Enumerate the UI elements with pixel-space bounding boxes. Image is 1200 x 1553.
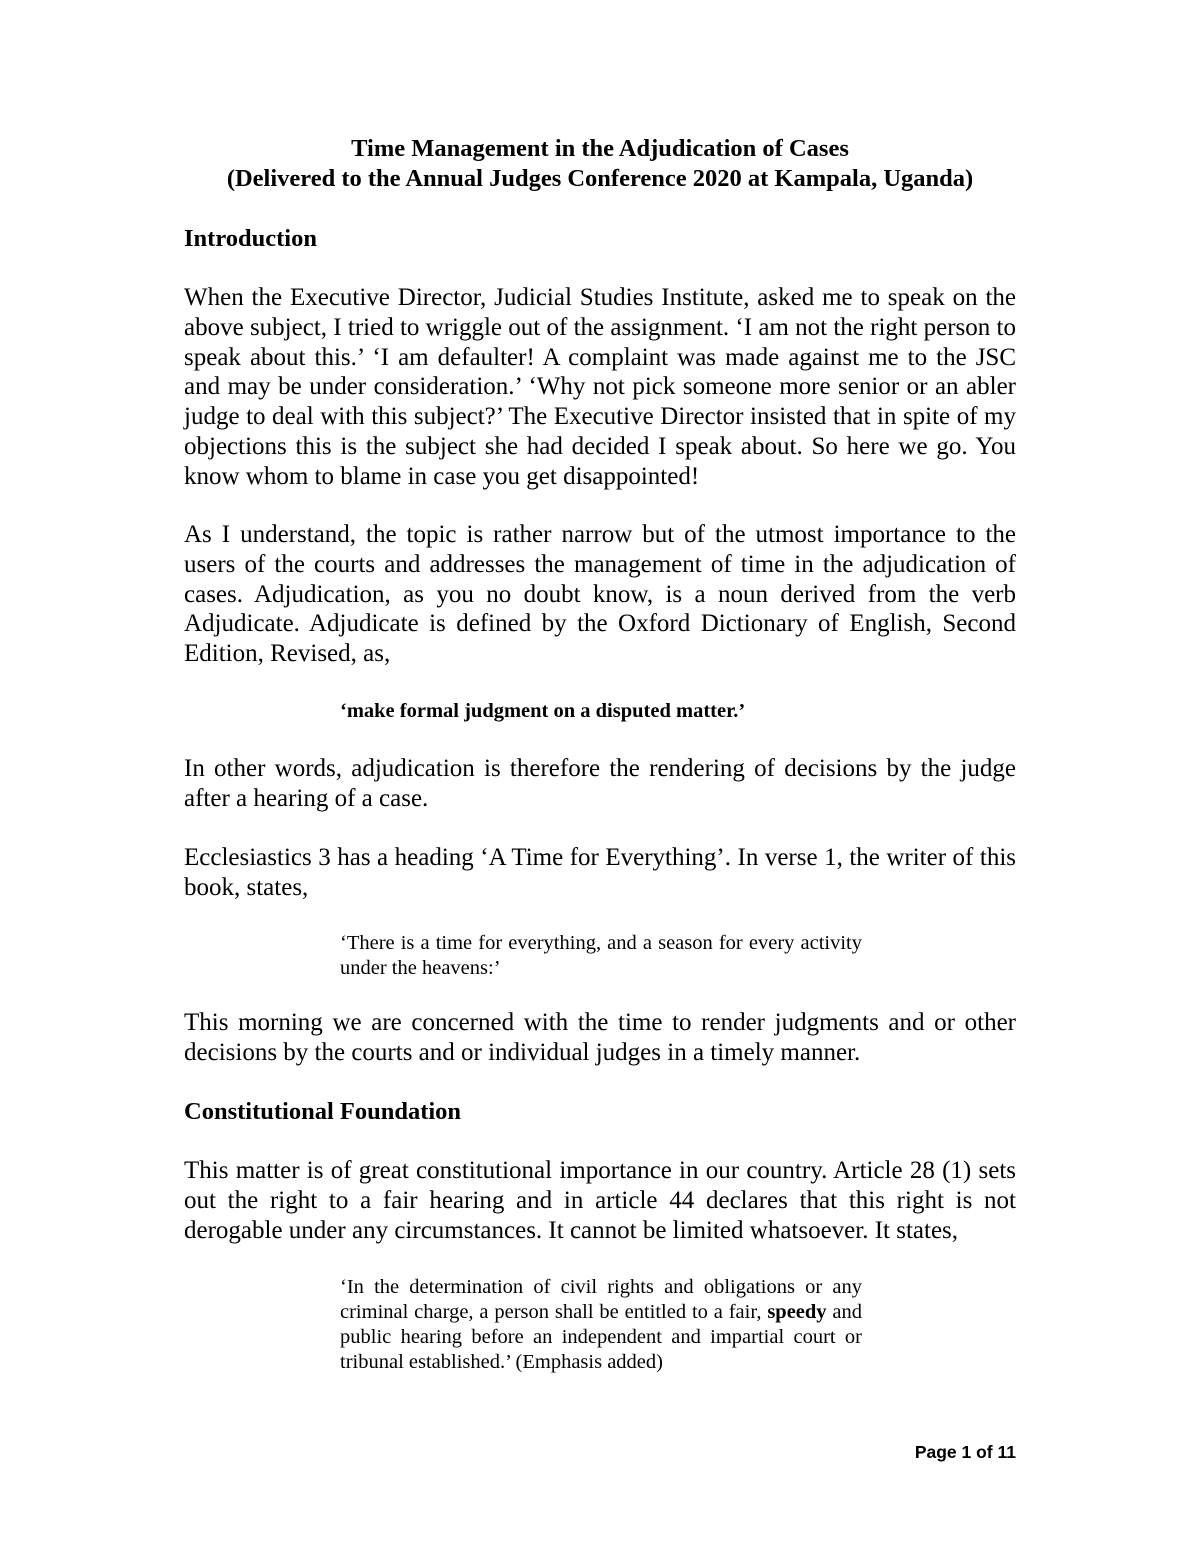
article-quote-emphasis: speedy <box>767 1301 827 1323</box>
section-heading-introduction: Introduction <box>184 225 317 252</box>
introduction-paragraph-4: Ecclesiastics 3 has a heading ‘A Time for Everything’. In verse 1, the writer of this book, states, <box>184 844 1016 901</box>
article-28-quote <box>340 1275 862 1375</box>
article-quote-text-2: and public hearing before an independent and impartial court or tribunal established.’ (Emphasis added) <box>340 1301 862 1373</box>
article-quote-text-1: ‘In the determination of civil rights and obligations or any criminal charge, a person shall be entitled to a fair, <box>340 1276 862 1323</box>
document-title: Time Management in the Adjudication of Cases <box>351 135 849 162</box>
page-number-footer: Page 1 of 11 <box>914 1442 1016 1462</box>
definition-quote: ‘make formal judgment on a disputed matter.’ <box>340 700 746 722</box>
section-heading-constitutional: Constitutional Foundation <box>184 1098 462 1125</box>
document-title-block <box>150 134 1050 194</box>
document-subtitle: (Delivered to the Annual Judges Conference 2020 at Kampala, Uganda) <box>226 165 974 192</box>
introduction-paragraph-2: As I understand, the topic is rather narrow but of the utmost importance to the users of the courts and addresses the management of time in the adjudication of cases. Adjudication, as you no doubt know, is a noun derived from the verb Adjudicate. Adjudicate is defined by the Oxford Dictionary of English, Second Edition, Revised, as, <box>184 521 1016 668</box>
ecclesiastes-quote: ‘There is a time for everything, and a season for every activity under the heavens:’ <box>340 932 862 979</box>
introduction-paragraph-5: This morning we are concerned with the time to render judgments and or other decisions by the courts and or individual judges in a timely manner. <box>184 1009 1016 1066</box>
introduction-paragraph-3: In other words, adjudication is therefore the rendering of decisions by the judge after a hearing of a case. <box>184 755 1016 812</box>
introduction-paragraph-1: When the Executive Director, Judicial Studies Institute, asked me to speak on the above subject, I tried to wriggle out of the assignment. ‘I am not the right person to speak about this.’ ‘I am defaulter! A complaint was made against me to the JSC and may be under consideration.’ ‘Why not pick someone more senior or an abler judge to deal with this subject?’ The Executive Director insisted that in spite of my objections this is the subject she had decided I speak about. So here we go. You know whom to blame in case you get disappointed! <box>184 284 1016 490</box>
constitutional-paragraph-1: This matter is of great constitutional importance in our country. Article 28 (1) sets out the right to a fair hearing and in article 44 declares that this right is not derogable under any circumstances. It cannot be limited whatsoever. It states, <box>184 1157 1016 1244</box>
